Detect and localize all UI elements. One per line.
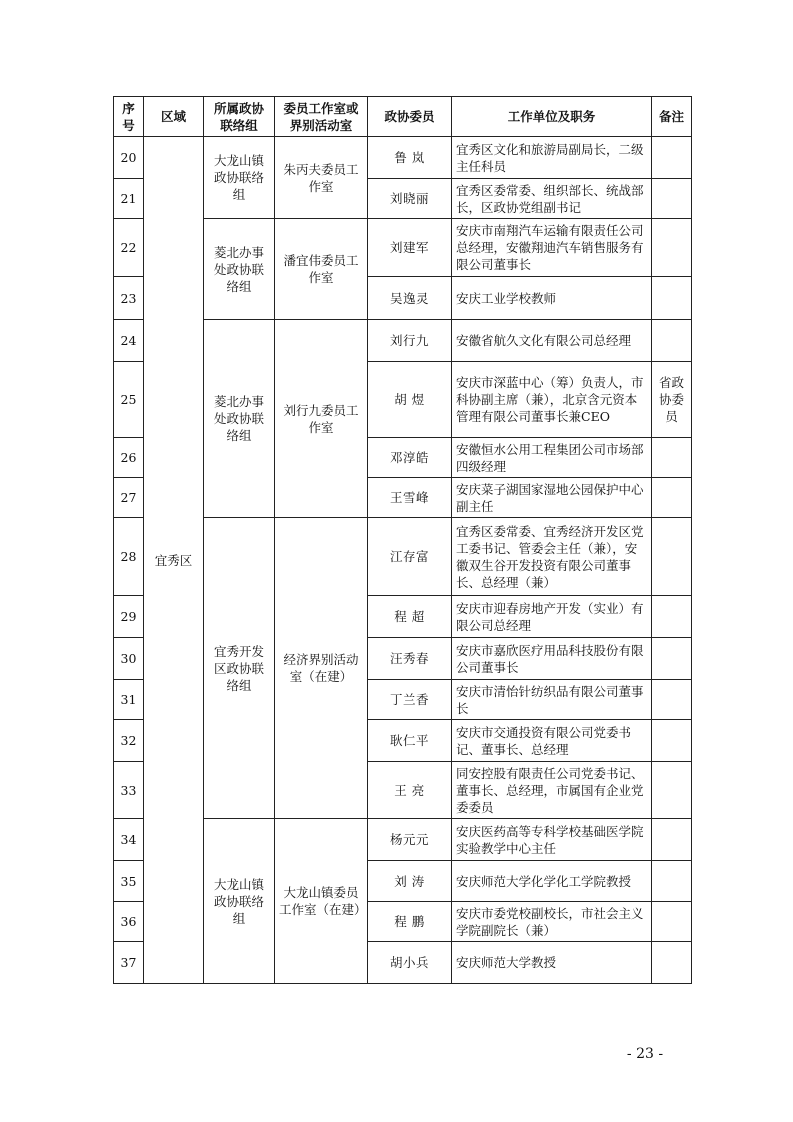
member-duty: 安庆师范大学教授 xyxy=(452,942,652,984)
member-duty: 安徽省航久文化有限公司总经理 xyxy=(452,320,652,362)
member-roster-table xyxy=(113,96,692,984)
row-seq: 29 xyxy=(114,596,144,638)
table-row xyxy=(114,137,692,179)
member-name: 刘晓丽 xyxy=(368,179,452,219)
member-name: 汪秀春 xyxy=(368,638,452,680)
row-seq: 23 xyxy=(114,277,144,320)
member-duty: 安庆市交通投资有限公司党委书记、董事长、总经理 xyxy=(452,720,652,762)
member-note xyxy=(652,942,692,984)
row-seq: 37 xyxy=(114,942,144,984)
member-note xyxy=(652,137,692,179)
member-name: 刘行九 xyxy=(368,320,452,362)
member-note xyxy=(652,478,692,518)
row-seq: 27 xyxy=(114,478,144,518)
header-row xyxy=(114,97,692,137)
group-cell: 菱北办事处政协联络组 xyxy=(204,219,275,320)
studio-cell: 朱丙夫委员工作室 xyxy=(275,137,368,219)
studio-cell: 刘行九委员工作室 xyxy=(275,320,368,518)
member-name: 胡小兵 xyxy=(368,942,452,984)
member-note xyxy=(652,438,692,478)
member-note xyxy=(652,680,692,720)
member-duty: 宜秀区文化和旅游局副局长，二级主任科员 xyxy=(452,137,652,179)
studio-cell: 潘宜伟委员工作室 xyxy=(275,219,368,320)
member-name: 胡 煜 xyxy=(368,362,452,438)
member-note: 省政协委员 xyxy=(652,362,692,438)
member-note xyxy=(652,861,692,902)
header-seq: 序号 xyxy=(114,97,144,137)
header-region: 区域 xyxy=(144,97,204,137)
member-name: 程 超 xyxy=(368,596,452,638)
member-duty: 安庆市委党校副校长，市社会主义学院副院长（兼） xyxy=(452,902,652,942)
member-note xyxy=(652,219,692,277)
page-number: - 23 - xyxy=(626,1046,664,1062)
header-studio: 委员工作室或界别活动室 xyxy=(275,97,368,137)
region-cell: 宜秀区 xyxy=(144,137,204,984)
member-name: 刘建军 xyxy=(368,219,452,277)
member-name: 王 亮 xyxy=(368,762,452,819)
row-seq: 31 xyxy=(114,680,144,720)
member-duty: 安庆菜子湖国家湿地公园保护中心副主任 xyxy=(452,478,652,518)
member-duty: 安庆市迎春房地产开发（实业）有限公司总经理 xyxy=(452,596,652,638)
member-duty: 安庆医药高等专科学校基础医学院实验教学中心主任 xyxy=(452,819,652,861)
row-seq: 26 xyxy=(114,438,144,478)
row-seq: 33 xyxy=(114,762,144,819)
header-duty: 工作单位及职务 xyxy=(452,97,652,137)
member-name: 江存富 xyxy=(368,518,452,596)
group-cell: 大龙山镇政协联络组 xyxy=(204,137,275,219)
member-note xyxy=(652,902,692,942)
row-seq: 32 xyxy=(114,720,144,762)
member-note xyxy=(652,762,692,819)
member-name: 王雪峰 xyxy=(368,478,452,518)
group-cell: 宜秀开发区政协联络组 xyxy=(204,518,275,819)
member-note xyxy=(652,277,692,320)
row-seq: 25 xyxy=(114,362,144,438)
header-group: 所属政协联络组 xyxy=(204,97,275,137)
row-seq: 21 xyxy=(114,179,144,219)
member-duty: 安庆师范大学化学化工学院教授 xyxy=(452,861,652,902)
member-name: 吴逸灵 xyxy=(368,277,452,320)
row-seq: 36 xyxy=(114,902,144,942)
member-note xyxy=(652,320,692,362)
row-seq: 22 xyxy=(114,219,144,277)
member-duty: 安庆市南翔汽车运输有限责任公司总经理，安徽翔迪汽车销售服务有限公司董事长 xyxy=(452,219,652,277)
member-duty: 安徽恒水公用工程集团公司市场部四级经理 xyxy=(452,438,652,478)
row-seq: 30 xyxy=(114,638,144,680)
member-name: 耿仁平 xyxy=(368,720,452,762)
member-name: 鲁 岚 xyxy=(368,137,452,179)
member-note xyxy=(652,179,692,219)
member-duty: 同安控股有限责任公司党委书记、董事长、总经理，市属国有企业党委委员 xyxy=(452,762,652,819)
row-seq: 34 xyxy=(114,819,144,861)
member-duty: 安庆市嘉欣医疗用品科技股份有限公司董事长 xyxy=(452,638,652,680)
member-duty: 宜秀区委常委、组织部长、统战部长，区政协党组副书记 xyxy=(452,179,652,219)
member-note xyxy=(652,518,692,596)
group-cell: 菱北办事处政协联络组 xyxy=(204,320,275,518)
member-note xyxy=(652,720,692,762)
member-name: 丁兰香 xyxy=(368,680,452,720)
studio-cell: 经济界别活动室（在建） xyxy=(275,518,368,819)
member-note xyxy=(652,596,692,638)
member-name: 刘 涛 xyxy=(368,861,452,902)
member-name: 邓淳皓 xyxy=(368,438,452,478)
studio-cell: 大龙山镇委员工作室（在建） xyxy=(275,819,368,984)
group-cell: 大龙山镇政协联络组 xyxy=(204,819,275,984)
member-duty: 安庆市深蓝中心（筹）负责人，市科协副主席（兼），北京含元资本管理有限公司董事长兼CEO xyxy=(452,362,652,438)
member-duty: 宜秀区委常委、宜秀经济开发区党工委书记、管委会主任（兼），安徽双生谷开发投资有限公司董事长、总经理（兼） xyxy=(452,518,652,596)
member-note xyxy=(652,819,692,861)
row-seq: 35 xyxy=(114,861,144,902)
header-member: 政协委员 xyxy=(368,97,452,137)
member-note xyxy=(652,638,692,680)
row-seq: 24 xyxy=(114,320,144,362)
member-name: 杨元元 xyxy=(368,819,452,861)
member-duty: 安庆市清怡针纺织品有限公司董事长 xyxy=(452,680,652,720)
member-duty: 安庆工业学校教师 xyxy=(452,277,652,320)
header-note: 备注 xyxy=(652,97,692,137)
member-name: 程 鹏 xyxy=(368,902,452,942)
row-seq: 28 xyxy=(114,518,144,596)
row-seq: 20 xyxy=(114,137,144,179)
